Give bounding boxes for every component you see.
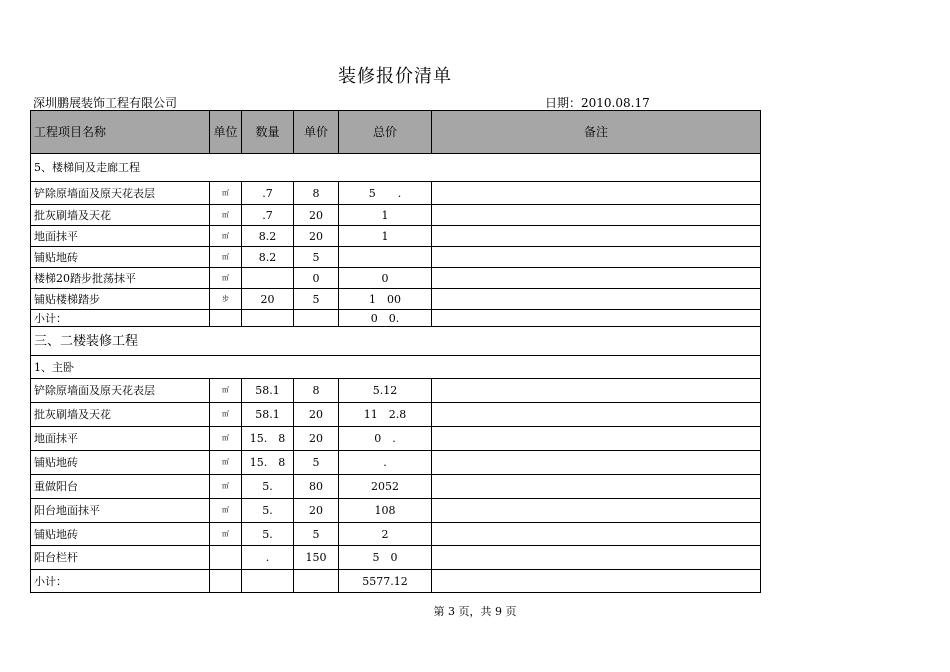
item-qty: .7 [242,205,294,226]
item-price: 5 [294,289,339,310]
item-note [432,379,761,403]
item-total: 1 [339,205,432,226]
item-name: 阳台地面抹平 [31,499,210,523]
header-unit: 单位 [210,111,242,154]
item-name: 楼梯20踏步批荡抹平 [31,268,210,289]
item-price: 20 [294,226,339,247]
item-note [432,247,761,268]
item-total: . [339,451,432,475]
item-unit: ㎡ [210,403,242,427]
item-price: 80 [294,475,339,499]
item-unit [210,546,242,570]
item-note [432,499,761,523]
item-unit: ㎡ [210,475,242,499]
item-name: 铲除原墙面及原天花表层 [31,182,210,205]
table-row [31,546,761,570]
table-row [31,268,761,289]
item-note [432,475,761,499]
document-title: 装修报价清单 [338,66,452,87]
section-label: 5、楼梯间及走廊工程 [31,154,761,182]
section-heading: 三、二楼装修工程 [31,327,761,356]
item-unit: ㎡ [210,427,242,451]
item-note [432,226,761,247]
header-qty: 数量 [242,111,294,154]
table-row [31,182,761,205]
item-note [432,523,761,546]
item-name: 地面抹平 [31,427,210,451]
item-qty: 5. [242,475,294,499]
item-name: 铺贴地砖 [31,247,210,268]
table-row [31,205,761,226]
subtotal-total: 5577.12 [339,570,432,593]
subtotal-note [432,570,761,593]
item-unit: ㎡ [210,379,242,403]
table-header-row [31,111,761,154]
subtotal-label: 小计： [31,570,210,593]
header-note: 备注 [432,111,761,154]
item-name: 铺贴地砖 [31,523,210,546]
item-name: 批灰刷墙及天花 [31,403,210,427]
item-price: 20 [294,403,339,427]
item-note [432,205,761,226]
item-name: 铺贴地砖 [31,451,210,475]
section-row [31,356,761,379]
item-price: 0 [294,268,339,289]
subtotal-qty [242,310,294,327]
quote-table [30,110,761,593]
item-note [432,403,761,427]
item-total: 0 [339,268,432,289]
subtotal-price [294,310,339,327]
item-qty: .7 [242,182,294,205]
item-total [339,247,432,268]
item-name: 铺贴楼梯踏步 [31,289,210,310]
item-total: 2 [339,523,432,546]
item-total: 5.12 [339,379,432,403]
table-row [31,523,761,546]
quote-date: 日期：2010.08.17 [545,96,650,110]
header-total: 总价 [339,111,432,154]
item-total: 1 [339,226,432,247]
item-price: 5 [294,451,339,475]
item-name: 阳台栏杆 [31,546,210,570]
item-price: 20 [294,205,339,226]
subtotal-price [294,570,339,593]
item-note [432,451,761,475]
item-name: 重做阳台 [31,475,210,499]
item-name: 地面抹平 [31,226,210,247]
item-qty: 8.2 [242,247,294,268]
item-total: 5 0 [339,546,432,570]
item-price: 8 [294,182,339,205]
item-note [432,546,761,570]
subtotal-unit [210,570,242,593]
section-heading-row [31,327,761,356]
page-footer: 第 3 页，共 9 页 [433,605,517,618]
company-name: 深圳鹏展装饰工程有限公司 [33,96,178,110]
table-row [31,475,761,499]
section-label: 1、主卧 [31,356,761,379]
item-unit: ㎡ [210,523,242,546]
item-note [432,182,761,205]
item-qty: 15. 8 [242,451,294,475]
item-total: 1 00 [339,289,432,310]
subtotal-note [432,310,761,327]
item-price: 150 [294,546,339,570]
item-price: 20 [294,499,339,523]
item-qty: 58.1 [242,403,294,427]
item-price: 5 [294,523,339,546]
item-name: 批灰刷墙及天花 [31,205,210,226]
table-row [31,379,761,403]
item-qty: 5. [242,523,294,546]
item-unit: 步 [210,289,242,310]
item-note [432,427,761,451]
item-price: 5 [294,247,339,268]
table-row [31,289,761,310]
subtotal-label: 小计： [31,310,210,327]
subtotal-total: 0 0. [339,310,432,327]
item-qty: 15. 8 [242,427,294,451]
table-row [31,427,761,451]
item-unit: ㎡ [210,268,242,289]
item-unit: ㎡ [210,226,242,247]
header-price: 单价 [294,111,339,154]
item-note [432,268,761,289]
subtotal-row [31,570,761,593]
item-total: 2052 [339,475,432,499]
item-name: 铲除原墙面及原天花表层 [31,379,210,403]
item-note [432,289,761,310]
subtotal-qty [242,570,294,593]
header-name: 工程项目名称 [31,111,210,154]
item-qty: . [242,546,294,570]
table-row [31,499,761,523]
item-unit: ㎡ [210,247,242,268]
item-total: 11 2.8 [339,403,432,427]
item-unit: ㎡ [210,451,242,475]
item-unit: ㎡ [210,182,242,205]
item-qty: 58.1 [242,379,294,403]
subtotal-row [31,310,761,327]
item-unit: ㎡ [210,205,242,226]
table-row [31,403,761,427]
item-qty: 20 [242,289,294,310]
item-total: 5 . [339,182,432,205]
section-row [31,154,761,182]
item-qty [242,268,294,289]
item-qty: 8.2 [242,226,294,247]
item-total: 0 . [339,427,432,451]
subtotal-unit [210,310,242,327]
table-row [31,451,761,475]
item-total: 108 [339,499,432,523]
item-qty: 5. [242,499,294,523]
table-row [31,226,761,247]
item-unit: ㎡ [210,499,242,523]
table-row [31,247,761,268]
item-price: 8 [294,379,339,403]
item-price: 20 [294,427,339,451]
